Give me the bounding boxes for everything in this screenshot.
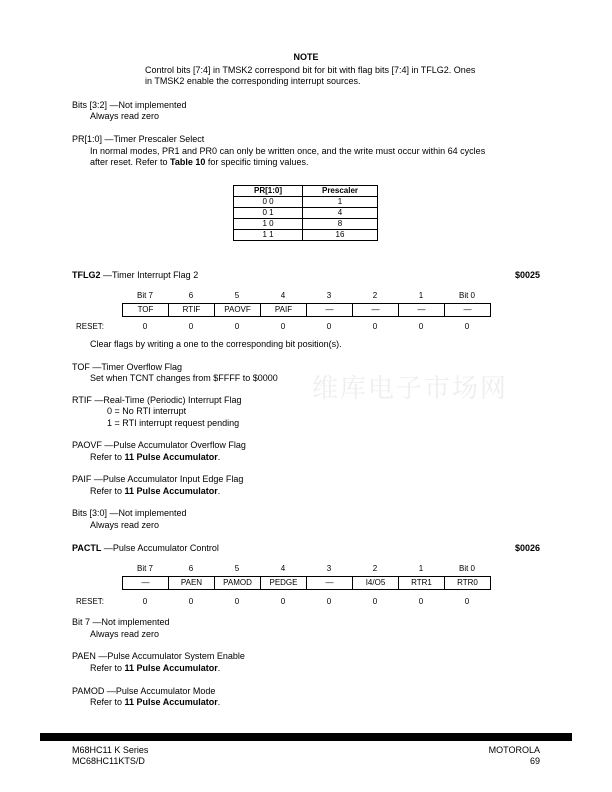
register-bit: PAOVF	[215, 304, 261, 317]
paen-body: Refer to 11 Pulse Accumulator.	[90, 663, 221, 673]
note-line-1: Control bits [7:4] in TMSK2 correspond bit for bit with flag bits [7:4] in TFLG2. Ones	[145, 65, 476, 75]
pactl-reset-label: RESET:	[76, 597, 105, 606]
register-bit: RTIF	[169, 304, 215, 317]
register-bit: PAIF	[261, 304, 307, 317]
prescaler-table-header: PR[1:0]	[234, 186, 303, 197]
footer-left	[72, 745, 148, 767]
paen-heading: PAEN —Pulse Accumulator System Enable	[72, 651, 245, 661]
tflg2-address: $0025	[514, 270, 540, 280]
table-row: 1 0 8	[234, 219, 378, 230]
watermark: 维库电子市场网	[312, 374, 509, 404]
bit-7-body: Always read zero	[90, 629, 160, 639]
prescaler-table-header: Prescaler	[303, 186, 378, 197]
tof-body: Set when TCNT changes from $FFFF to $0000	[90, 373, 278, 383]
register-bit: —	[399, 304, 445, 317]
table-row: 0 1 4	[234, 208, 378, 219]
tflg2-register	[122, 303, 491, 317]
pamod-body: Refer to 11 Pulse Accumulator.	[90, 697, 221, 707]
pactl-register	[122, 576, 491, 590]
footer-doc-id: MC68HC11KTS/D	[72, 756, 145, 766]
footer-brand: MOTOROLA	[488, 745, 540, 755]
note-title: NOTE	[293, 52, 319, 62]
footer-divider	[40, 733, 572, 741]
note-body	[145, 65, 525, 87]
table-row: 0 0 1	[234, 197, 378, 208]
tflg2-clear-note: Clear flags by writing a one to the corresponding bit position(s).	[90, 339, 342, 349]
pr-body-line-1: In normal modes, PR1 and PR0 can only be written once, and the write must occur within 64 cycles	[90, 146, 486, 156]
register-bit: —	[445, 304, 491, 317]
register-bit: —	[123, 577, 169, 590]
page-number: 69	[529, 756, 540, 766]
register-bit: RTR1	[399, 577, 445, 590]
paif-body: Refer to 11 Pulse Accumulator.	[90, 486, 221, 496]
footer-right	[489, 745, 540, 767]
paovf-heading: PAOVF —Pulse Accumulator Overflow Flag	[72, 440, 246, 450]
register-bit: —	[307, 304, 353, 317]
register-bit: PAMOD	[215, 577, 261, 590]
register-bit: PAEN	[169, 577, 215, 590]
register-bit: —	[307, 577, 353, 590]
pamod-heading: PAMOD —Pulse Accumulator Mode	[72, 686, 216, 696]
rtif-line-1: 0 = No RTI interrupt	[107, 406, 187, 416]
bits-3-0-body: Always read zero	[90, 520, 160, 530]
pr-body-line-2: after reset. Refer to Table 10 for specific timing values.	[90, 157, 309, 167]
paif-heading: PAIF —Pulse Accumulator Input Edge Flag	[72, 474, 244, 484]
bits-3-2-heading: Bits [3:2] —Not implemented	[72, 100, 187, 110]
note-line-2: in TMSK2 enable the corresponding interrupt sources.	[145, 76, 361, 86]
register-bit: —	[353, 304, 399, 317]
footer-series: M68HC11 K Series	[72, 745, 149, 755]
table-row: 1 1 16	[234, 230, 378, 241]
rtif-heading: RTIF —Real-Time (Periodic) Interrupt Flag	[72, 395, 242, 405]
pactl-address: $0026	[514, 543, 540, 553]
tof-heading: TOF —Timer Overflow Flag	[72, 362, 183, 372]
register-bit: PEDGE	[261, 577, 307, 590]
pactl-title: PACTL —Pulse Accumulator Control	[72, 543, 219, 553]
register-bit: I4/O5	[353, 577, 399, 590]
bits-3-2-body: Always read zero	[90, 111, 160, 121]
bit-7-heading: Bit 7 —Not implemented	[72, 617, 170, 627]
table-ref: Table 10	[170, 157, 206, 167]
register-bit: RTR0	[445, 577, 491, 590]
rtif-line-2: 1 = RTI interrupt request pending	[107, 418, 240, 428]
tflg2-title: TFLG2 —Timer Interrupt Flag 2	[72, 270, 199, 280]
tflg2-reset-label: RESET:	[76, 322, 105, 331]
register-bit: TOF	[123, 304, 169, 317]
bits-3-0-heading: Bits [3:0] —Not implemented	[72, 508, 187, 518]
paovf-body: Refer to 11 Pulse Accumulator.	[90, 452, 221, 462]
pr-heading: PR[1:0] —Timer Prescaler Select	[72, 134, 205, 144]
prescaler-table	[233, 185, 378, 241]
